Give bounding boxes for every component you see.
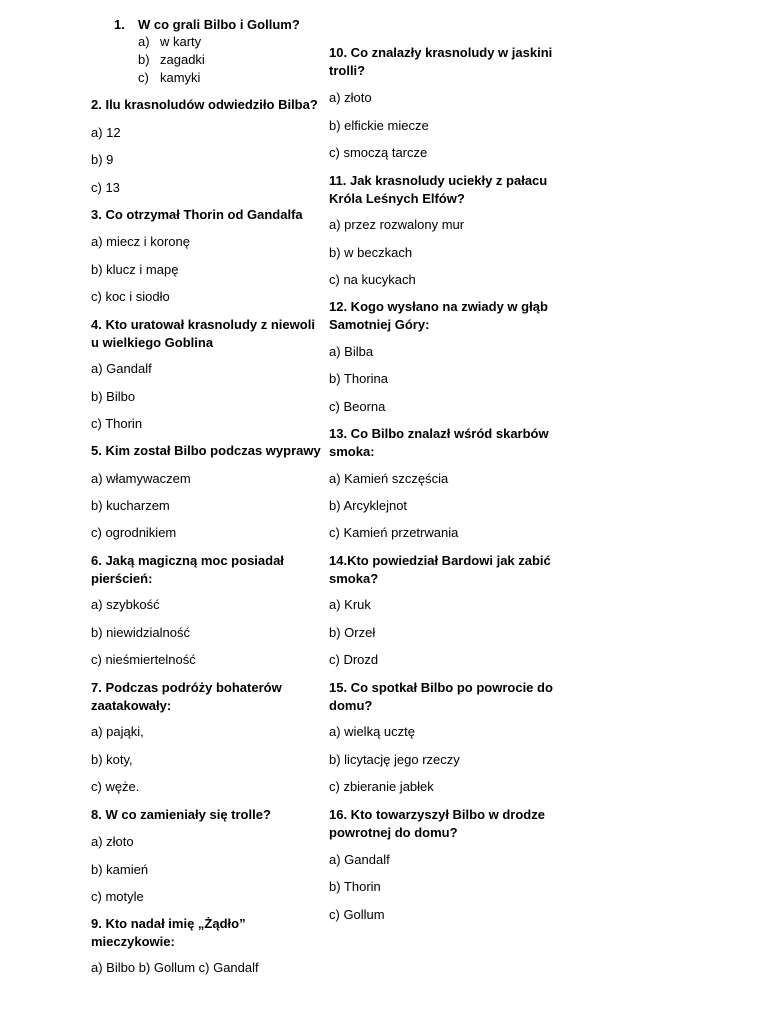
- answer-option: c) Kamień przetrwania: [329, 525, 459, 540]
- answer-option: b) 9: [91, 152, 114, 167]
- answer-option: b) w beczkach: [329, 245, 413, 260]
- answer-option: c) Drozd: [329, 652, 379, 667]
- answer-option: a) Gandalf: [91, 361, 152, 376]
- question-1: [114, 16, 324, 87]
- answer-option: a) Bilba: [329, 344, 374, 359]
- question-title: 6. Jaką magiczną moc posiadał pierścień:: [91, 553, 284, 586]
- question-title: 13. Co Bilbo znalazł wśród skarbów smoka:: [329, 426, 549, 459]
- option-text: w karty: [160, 34, 202, 49]
- answer-option: b) kamień: [91, 862, 149, 877]
- question-1-title-row: [114, 16, 324, 33]
- question-title: 5. Kim został Bilbo podczas wyprawy: [91, 443, 321, 458]
- question-1-number: 1.: [114, 17, 125, 32]
- question-1-option-a: [138, 33, 324, 51]
- answer-option: b) Bilbo: [91, 389, 136, 404]
- question-1-option-c: [138, 69, 324, 87]
- option-letter: a): [138, 34, 150, 49]
- answer-option: b) Arcyklejnot: [329, 498, 408, 513]
- answer-option: a) Bilbo b) Gollum c) Gandalf: [91, 960, 259, 975]
- question-title: 14.Kto powiedział Bardowi jak zabić smoka?: [329, 553, 551, 586]
- answer-option: b) licytację jego rzeczy: [329, 752, 460, 767]
- answer-option: a) Kruk: [329, 597, 371, 612]
- answer-option: c) Gollum: [329, 907, 385, 922]
- question-title: 9. Kto nadał imię „Żądło” mieczykowie:: [91, 916, 246, 949]
- question-title: 16. Kto towarzyszył Bilbo w drodze powrotnej do domu?: [329, 807, 545, 840]
- question-1-title: W co grali Bilbo i Gollum?: [138, 17, 300, 32]
- answer-option: c) węże.: [91, 779, 140, 794]
- answer-option: a) 12: [91, 125, 121, 140]
- question-title: 4. Kto uratował krasnoludy z niewoli u wielkiego Goblina: [91, 317, 315, 350]
- answer-option: b) niewidzialność: [91, 625, 190, 640]
- option-letter: b): [138, 52, 150, 67]
- answer-option: b) klucz i mapę: [91, 262, 179, 277]
- question-title: 7. Podczas podróży bohaterów zaatakowały:: [91, 680, 282, 713]
- answer-option: a) miecz i koronę: [91, 234, 190, 249]
- question-title: 8. W co zamieniały się trolle?: [91, 807, 271, 822]
- answer-option: c) koc i siodło: [91, 289, 170, 304]
- answer-option: c) motyle: [91, 889, 144, 904]
- answer-option: c) na kucykach: [329, 272, 416, 287]
- option-letter: c): [138, 70, 149, 85]
- answer-option: b) kucharzem: [91, 498, 170, 513]
- answer-option: a) Kamień szczęścia: [329, 471, 449, 486]
- answer-option: a) złoto: [91, 834, 134, 849]
- answer-option: a) wielką ucztę: [329, 724, 415, 739]
- answer-option: b) Thorina: [329, 371, 389, 386]
- answer-option: b) koty,: [91, 752, 133, 767]
- answer-option: a) przez rozwalony mur: [329, 217, 465, 232]
- question-title: 2. Ilu krasnoludów odwiedziło Bilba?: [91, 97, 318, 112]
- question-title: 3. Co otrzymał Thorin od Gandalfa: [91, 207, 303, 222]
- option-text: zagadki: [160, 52, 205, 67]
- question-title: 10. Co znalazły krasnoludy w jaskini trolli?: [329, 45, 553, 78]
- answer-option: a) złoto: [329, 90, 372, 105]
- answer-option: a) szybkość: [91, 597, 160, 612]
- answer-option: b) Orzeł: [329, 625, 376, 640]
- answer-option: c) 13: [91, 180, 120, 195]
- option-text: kamyki: [160, 70, 201, 85]
- answer-option: a) Gandalf: [329, 852, 390, 867]
- answer-option: c) Beorna: [329, 399, 386, 414]
- answer-option: b) elfickie miecze: [329, 118, 429, 133]
- question-title: 11. Jak krasnoludy uciekły z pałacu Króla Leśnych Elfów?: [329, 173, 548, 206]
- answer-option: c) Thorin: [91, 416, 143, 431]
- answer-option: a) włamywaczem: [91, 471, 191, 486]
- question-title: 15. Co spotkał Bilbo po powrocie do domu?: [329, 680, 553, 713]
- answer-option: c) nieśmiertelność: [91, 652, 196, 667]
- answer-option: c) smoczą tarcze: [329, 145, 428, 160]
- answer-option: c) zbieranie jabłek: [329, 779, 434, 794]
- answer-option: c) ogrodnikiem: [91, 525, 177, 540]
- question-title: 12. Kogo wysłano na zwiady w głąb Samotniej Góry:: [329, 299, 548, 332]
- answer-option: a) pająki,: [91, 724, 144, 739]
- answer-option: b) Thorin: [329, 879, 381, 894]
- question-1-option-b: [138, 51, 324, 69]
